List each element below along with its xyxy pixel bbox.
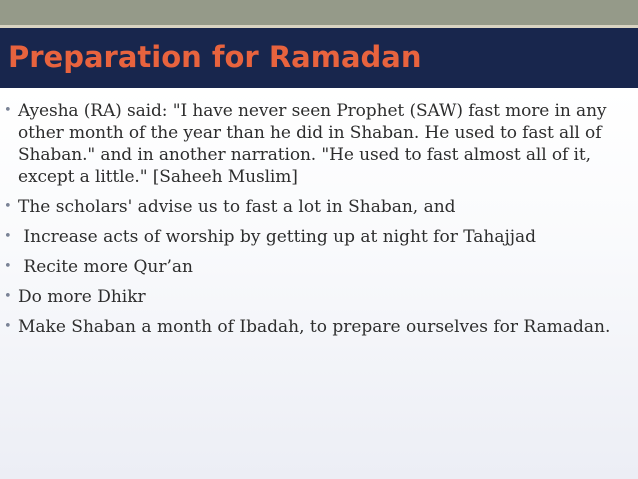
bullet-icon: • bbox=[4, 319, 12, 334]
bullet-text: Recite more Qur’an bbox=[18, 257, 193, 277]
bullet-item bbox=[4, 286, 629, 308]
bullet-text: The scholars' advise us to fast a lot in Shaban, and bbox=[18, 197, 456, 217]
bullet-text: Make Shaban a month of Ibadah, to prepare ourselves for Ramadan. bbox=[18, 317, 611, 337]
bullet-text: Do more Dhikr bbox=[18, 287, 146, 307]
slide-content bbox=[0, 90, 638, 479]
bullet-text: Ayesha (RA) said: "I have never seen Prophet (SAW) fast more in any other month of the year than he did in Shaban. He used to fast all of Shaban." and in another narration. "He used to fast almost all of it, except a little." [Saheeh Muslim] bbox=[18, 101, 607, 187]
bullet-icon: • bbox=[4, 289, 12, 304]
bullet-item bbox=[4, 226, 629, 248]
bullet-icon: • bbox=[4, 259, 12, 274]
slide-title: Preparation for Ramadan bbox=[8, 40, 422, 74]
bullet-item bbox=[4, 196, 629, 218]
bullet-list bbox=[4, 100, 629, 346]
bullet-text: Increase acts of worship by getting up at night for Tahajjad bbox=[18, 227, 537, 247]
bullet-item bbox=[4, 100, 629, 188]
bullet-item bbox=[4, 316, 629, 338]
bullet-icon: • bbox=[4, 103, 12, 118]
bullet-icon: • bbox=[4, 199, 12, 214]
bullet-item bbox=[4, 256, 629, 278]
top-decorative-band bbox=[0, 0, 638, 25]
bullet-icon: • bbox=[4, 229, 12, 244]
